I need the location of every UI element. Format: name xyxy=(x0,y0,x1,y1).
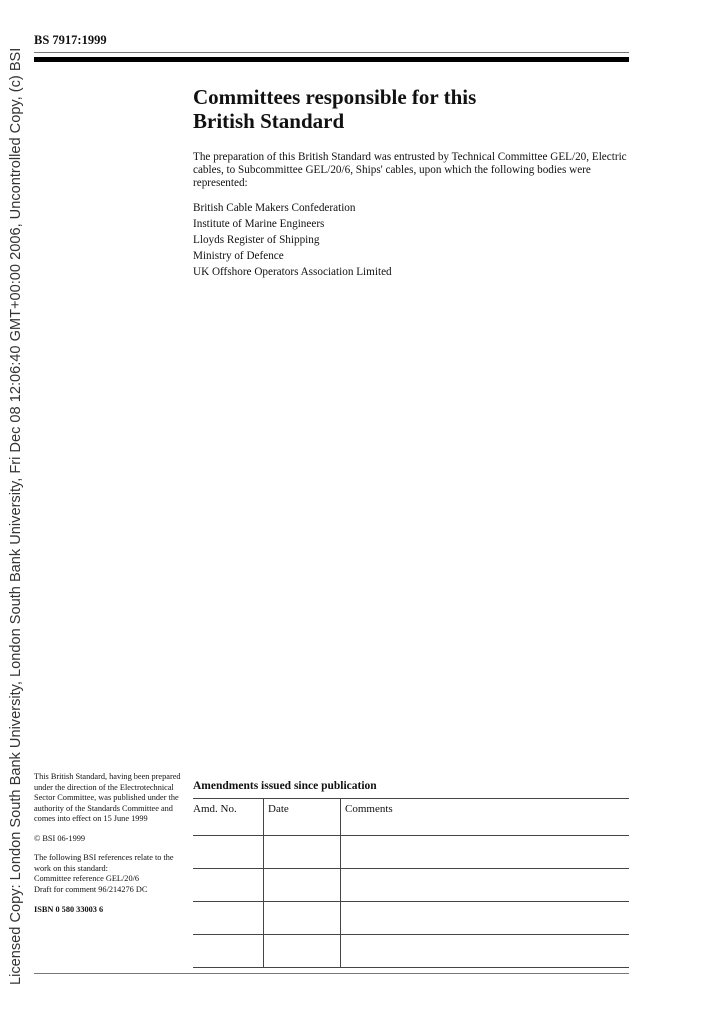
committee-reference: Committee reference GEL/20/6 xyxy=(34,874,140,883)
prepared-note: This British Standard, having been prepared under the direction of the Electrotechnical Sector Committee, was published under the authority of the Standards Committee and comes into effect on 15 June 1999 xyxy=(34,772,181,823)
references-intro: The following BSI references relate to the work on this standard: xyxy=(34,853,174,873)
table-row xyxy=(193,836,629,869)
list-item: Institute of Marine Engineers xyxy=(193,218,325,230)
column-header-date: Date xyxy=(264,799,341,836)
header-thick-rule xyxy=(34,57,629,62)
list-item: UK Offshore Operators Association Limited xyxy=(193,266,392,278)
amendments-table xyxy=(193,798,629,968)
table-cell xyxy=(264,836,341,869)
publication-notes xyxy=(34,772,184,916)
table-cell xyxy=(341,935,630,968)
title-line-2: British Standard xyxy=(193,109,345,133)
table-cell xyxy=(341,836,630,869)
table-cell xyxy=(264,869,341,902)
table-row xyxy=(193,869,629,902)
table-cell xyxy=(193,836,264,869)
table-cell xyxy=(193,935,264,968)
isbn: ISBN 0 580 33003 6 xyxy=(34,905,104,914)
table-cell xyxy=(341,869,630,902)
license-watermark: Licensed Copy: London South Bank University, London South Bank University, Fri Dec 08 12:06:40 GMT+00:00 2006, Uncontrolled Copy, (c) BSI xyxy=(8,47,24,985)
table-cell xyxy=(193,902,264,935)
committee-intro: The preparation of this British Standard was entrusted by Technical Committee GEL/20, Electric cables, to Subcommittee GEL/20/6, Ships' cables, upon which the following bodies were represented: xyxy=(193,151,627,189)
table-row xyxy=(193,902,629,935)
list-item: British Cable Makers Confederation xyxy=(193,202,356,214)
table-cell xyxy=(264,902,341,935)
represented-bodies-list xyxy=(193,200,613,280)
copyright-note: © BSI 06-1999 xyxy=(34,833,86,843)
table-cell xyxy=(264,935,341,968)
list-item: Ministry of Defence xyxy=(193,250,284,262)
footer-rule xyxy=(34,973,629,974)
amendments-heading: Amendments issued since publication xyxy=(193,780,377,792)
list-item: Lloyds Register of Shipping xyxy=(193,234,320,246)
title-line-1: Committees responsible for this xyxy=(193,85,477,109)
column-header-comments: Comments xyxy=(341,799,630,836)
column-header-amd-no: Amd. No. xyxy=(193,799,264,836)
table-row xyxy=(193,935,629,968)
table-cell xyxy=(193,869,264,902)
standard-number: BS 7917:1999 xyxy=(34,33,107,47)
page-title xyxy=(193,85,623,133)
draft-reference: Draft for comment 96/214276 DC xyxy=(34,884,148,894)
table-header-row xyxy=(193,799,629,836)
header-thin-rule xyxy=(34,52,629,53)
table-cell xyxy=(341,902,630,935)
